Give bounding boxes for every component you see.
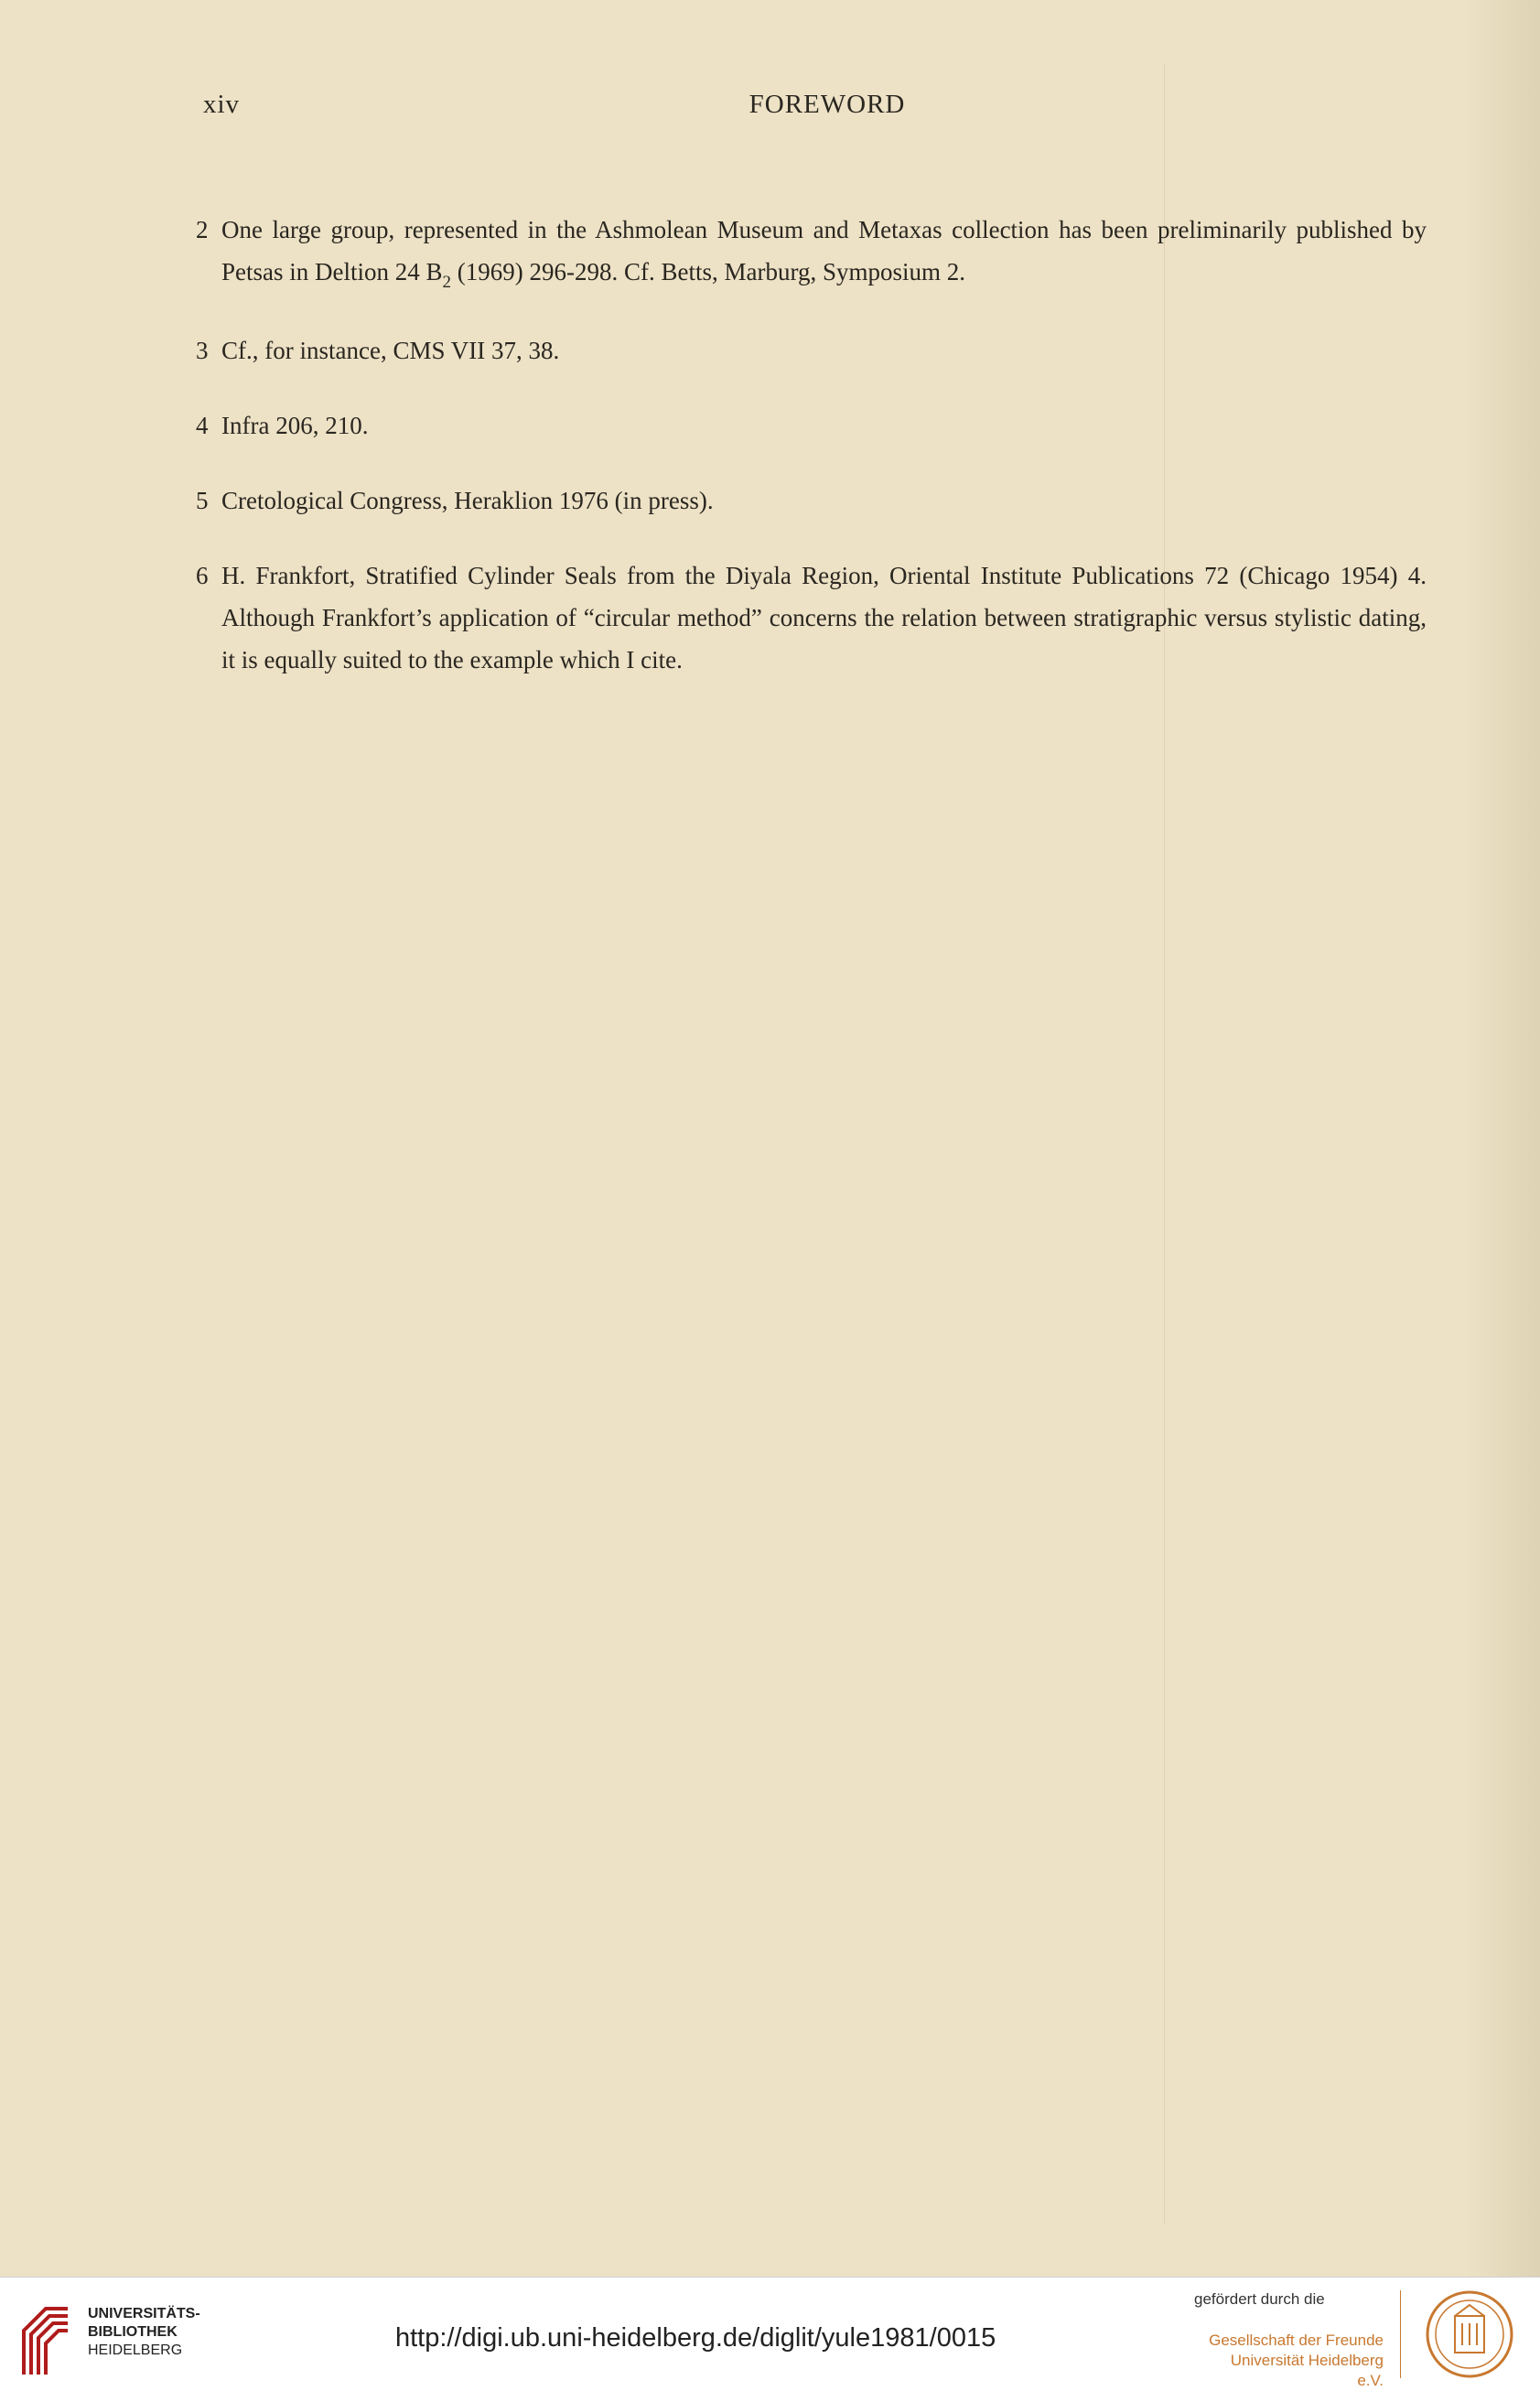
footnote-text: Cf., for instance, CMS VII 37, 38. — [221, 337, 560, 364]
library-name: UNIVERSITÄTS- BIBLIOTHEK HEIDELBERG — [88, 2306, 200, 2358]
footnote-number: 2 — [196, 216, 209, 243]
footnote-2 — [196, 209, 1427, 296]
sponsor-name: Gesellschaft der Freunde Universität Heidelberg e.V. — [1209, 2332, 1384, 2389]
footnote-text: Infra 206, 210. — [221, 412, 369, 439]
permalink-url[interactable]: http://digi.ub.uni-heidelberg.de/diglit/yule1981/0015 — [395, 2323, 996, 2353]
running-title: FOREWORD — [748, 90, 906, 119]
university-seal-icon — [1415, 2289, 1524, 2380]
library-logo-icon — [18, 2298, 75, 2378]
footnote-4 — [196, 404, 1427, 447]
footnote-3 — [196, 329, 1427, 372]
footnote-6 — [196, 555, 1427, 681]
digitization-footer — [0, 2277, 1540, 2389]
footer-divider — [1400, 2290, 1401, 2378]
page-number: xiv — [203, 90, 241, 119]
footnote-5 — [196, 479, 1427, 522]
funded-by-label: gefördert durch die — [1194, 2290, 1325, 2308]
footnote-text: Cretological Congress, Heraklion 1976 (in press). — [221, 487, 714, 514]
footnotes — [196, 209, 1427, 714]
subscript: 2 — [442, 273, 451, 292]
footnote-number: 4 — [196, 412, 209, 439]
footnote-text: One large group, represented in the Ashmolean Museum and Metaxas collection has been preliminarily published by Petsas in Deltion 24 $B_2$ (1969) 296-298. Cf. Betts, Marburg, Symposium 2. — [221, 216, 1427, 292]
footnote-number: 5 — [196, 487, 209, 514]
footnote-number: 3 — [196, 337, 209, 364]
footnote-number: 6 — [196, 562, 209, 589]
footnote-text: H. Frankfort, Stratified Cylinder Seals from the Diyala Region, Oriental Institute Publications 72 (Chicago 1954) 4. Although Frankfort’s application of “circular method” concerns the relation between stratigraphic versus stylistic dating, it is equally suited to the example which I cite. — [221, 562, 1427, 673]
